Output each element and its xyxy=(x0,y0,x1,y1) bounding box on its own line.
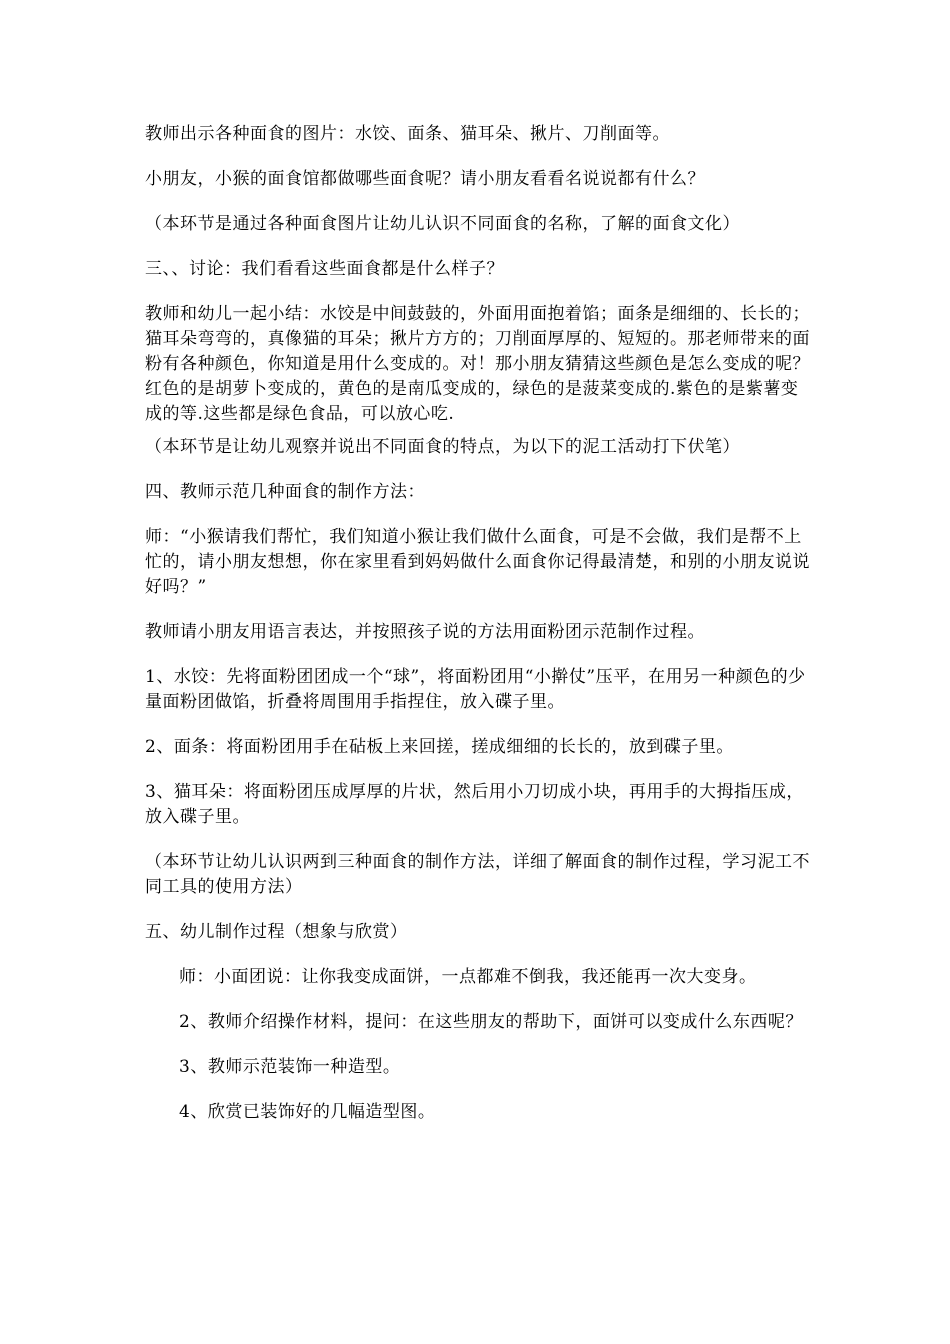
step-cat-ears: 3、猫耳朵：将面粉团压成厚厚的片状，然后用小刀切成小块，再用手的大拇指压成，放入碟子里。 xyxy=(145,782,804,827)
paragraph-summary: 教师和幼儿一起小结：水饺是中间鼓鼓的，外面用面抱着馅；面条是细细的、长长的；猫耳朵弯弯的，真像猫的耳朵；揪片方方的；刀削面厚厚的、短短的。那老师带来的面粉有各种颜色，你知道是用什么变成的。对！那小朋友猜猜这些颜色是怎么变成的呢？红色的是胡萝卜变成的，黄色的是南瓜变成的，绿色的是菠菜变成的.紫色的是紫薯变成的等.这些都是绿色食品，可以放心吃. xyxy=(145,304,810,424)
paragraph-demo: 教师请小朋友用语言表达，并按照孩子说的方法用面粉团示范制作过程。 xyxy=(145,622,705,642)
paragraph-dough-says: 师：小面团说：让你我变成面饼，一点都难不倒我，我还能再一次大变身。 xyxy=(179,967,757,987)
paragraph-2: 小朋友，小猴的面食馆都做哪些面食呢？请小朋友看看名说说都有什么？ xyxy=(145,169,705,189)
paragraph-note-3: （本环节让幼儿认识两到三种面食的制作方法，详细了解面食的制作过程，学习泥工不同工具的使用方法） xyxy=(145,852,810,897)
section-heading-5: 五、幼儿制作过程（想象与欣赏） xyxy=(145,922,408,942)
paragraph-teacher-quote: 师：“小猴请我们帮忙，我们知道小猴让我们做什么面食，可是不会做，我们是帮不上忙的，请小朋友想想，你在家里看到妈妈做什么面食你记得最清楚，和别的小朋友说说好吗？” xyxy=(145,527,810,597)
paragraph-1: 教师出示各种面食的图片：水饺、面条、猫耳朵、揪片、刀削面等。 xyxy=(145,124,670,144)
step-dumplings: 1、水饺：先将面粉团团成一个“球”，将面粉团用“小擀仗”压平，在用另一种颜色的少量面粉团做馅，折叠将周围用手指捏住，放入碟子里。 xyxy=(145,667,806,712)
paragraph-3: （本环节是通过各种面食图片让幼儿认识不同面食的名称，了解的面食文化） xyxy=(145,214,740,234)
document-page xyxy=(145,122,815,1145)
step-noodles: 2、面条：将面粉团用手在砧板上来回搓，搓成细细的长长的，放到碟子里。 xyxy=(145,737,734,757)
section-heading-4: 四、教师示范几种面食的制作方法： xyxy=(145,482,425,502)
section-heading-3: 三、、讨论：我们看看这些面食都是什么样子？ xyxy=(145,259,504,279)
step-2-materials: 2、教师介绍操作材料，提问：在这些朋友的帮助下，面饼可以变成什么东西呢？ xyxy=(179,1012,803,1032)
paragraph-note-2: （本环节是让幼儿观察并说出不同面食的特点，为以下的泥工活动打下伏笔） xyxy=(145,437,740,457)
step-3-demo: 3、教师示范装饰一种造型。 xyxy=(179,1057,401,1077)
step-4-appreciate: 4、欣赏已装饰好的几幅造型图。 xyxy=(179,1102,436,1122)
